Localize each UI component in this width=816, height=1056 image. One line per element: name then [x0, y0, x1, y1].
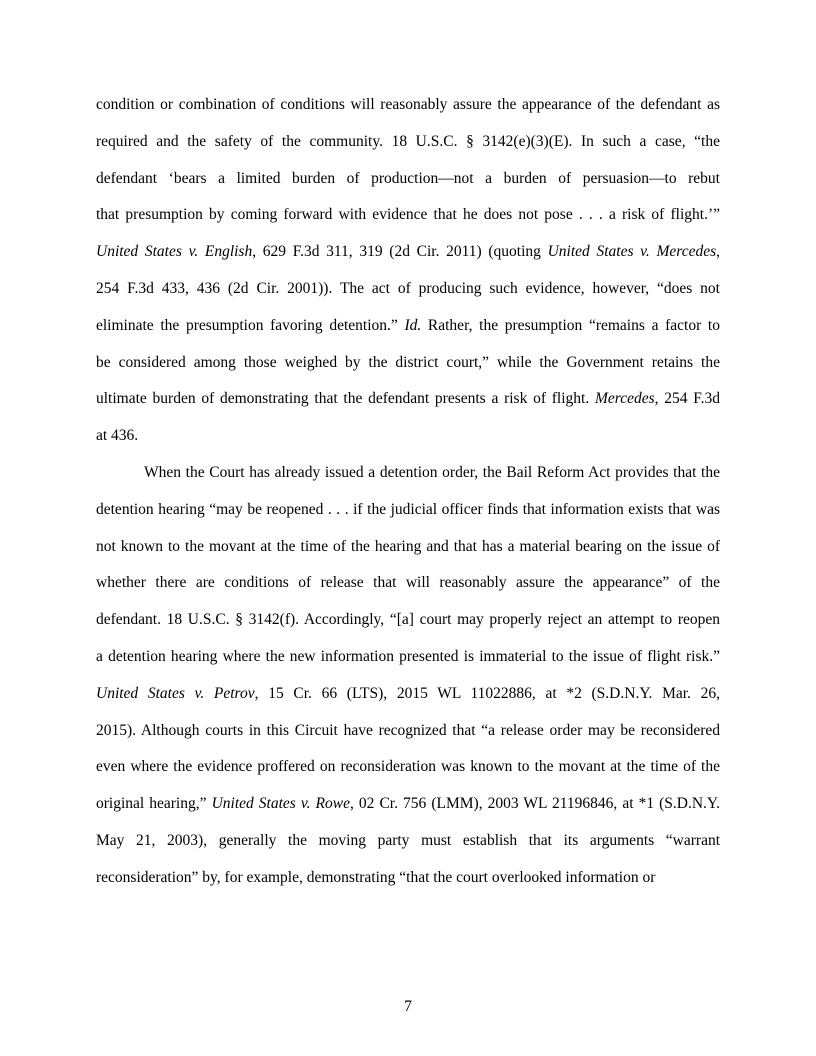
text-run: even where the evidence proffered on reconsideration was known to the movant at the time of the: [96, 758, 720, 776]
paragraph1-line: [96, 427, 720, 445]
text-run: required and the safety of the community. 18 U.S.C. § 3142(e)(3)(E). In such a case, “the: [96, 132, 720, 150]
text-run: whether there are conditions of release that will reasonably assure the appearance” of the: [96, 574, 720, 592]
case-citation: United States v. English: [96, 243, 253, 261]
text-run: ultimate burden of demonstrating that the defendant presents a risk of flight.: [96, 390, 595, 408]
paragraph2-line: [96, 869, 720, 887]
case-citation: Mercedes: [594, 390, 655, 408]
text-run: condition or combination of conditions will reasonably assure the appearance of the defendant as: [96, 96, 720, 113]
page-number: 7: [404, 998, 412, 1015]
paragraph2-line: [96, 795, 720, 813]
paragraph2-line: [96, 611, 720, 629]
paragraph2-line: [96, 832, 720, 850]
text-run: , 254 F.3d: [654, 390, 720, 408]
paragraph2-line: [96, 758, 720, 776]
paragraph1-line: [96, 317, 720, 335]
case-citation: United States v. Petrov: [96, 684, 255, 702]
text-run: defendant ‘bears a limited burden of production—not a burden of persuasion—to rebut: [96, 169, 720, 187]
paragraph1-line: [96, 280, 720, 298]
paragraph2-line: [96, 501, 720, 519]
text-run: eliminate the presumption favoring detention.”: [96, 316, 405, 334]
text-run: 2015). Although courts in this Circuit have recognized that “a release order may be reconsidered: [96, 721, 720, 739]
paragraph2-line: [96, 538, 720, 556]
case-citation: Id.: [404, 316, 422, 334]
paragraph2-line: [96, 648, 720, 666]
paragraph2-line: [144, 464, 720, 482]
text-run: , 02 Cr. 756 (LMM), 2003 WL 21196846, at *1 (S.D.N.Y.: [349, 795, 720, 813]
paragraph1-line: [96, 390, 720, 408]
paragraph1-line: [96, 206, 720, 224]
text-run: be considered among those weighed by the district court,” while the Government retains the: [96, 353, 720, 371]
text-run: defendant. 18 U.S.C. § 3142(f). Accordingly, “[a] court may properly reject an attempt to reopen: [96, 611, 720, 629]
paragraph2-line: [96, 574, 720, 592]
paragraph1-line: [96, 170, 720, 188]
paragraph2-line: [96, 722, 720, 740]
text-run: 254 F.3d 433, 436 (2d Cir. 2001)). The act of producing such evidence, however, “does not: [96, 280, 720, 297]
text-run: May 21, 2003), generally the moving party must establish that its arguments “warrant: [96, 832, 720, 849]
paragraph2-line: [96, 685, 720, 703]
text-run: at 436.: [96, 427, 139, 445]
case-citation: United States v. Mercedes: [547, 243, 717, 261]
paragraph1-line: [96, 354, 720, 372]
text-run: ,: [716, 243, 721, 261]
paragraph1-line: [96, 243, 720, 261]
text-run: , 15 Cr. 66 (LTS), 2015 WL 11022886, at *2 (S.D.N.Y. Mar. 26,: [254, 684, 720, 702]
text-run: , 629 F.3d 311, 319 (2d Cir. 2011) (quoting: [252, 243, 548, 261]
text-run: that presumption by coming forward with evidence that he does not pose . . . a risk of flight.’”: [96, 206, 720, 224]
case-citation: United States v. Rowe: [211, 795, 350, 813]
text-run: Rather, the presumption “remains a factor to: [421, 316, 720, 334]
paragraph1-line: [96, 96, 720, 114]
text-run: original hearing,”: [96, 795, 212, 813]
text-run: detention hearing “may be reopened . . . if the judicial officer finds that information exists that was: [96, 500, 720, 518]
text-run: When the Court has already issued a detention order, the Bail Reform Act provides that the: [144, 464, 720, 481]
paragraph1-line: [96, 133, 720, 151]
text-run: reconsideration” by, for example, demonstrating “that the court overlooked information or: [96, 868, 656, 886]
text-run: a detention hearing where the new information presented is immaterial to the issue of flight risk.”: [96, 648, 720, 665]
text-run: not known to the movant at the time of the hearing and that has a material bearing on the issue of: [96, 537, 720, 555]
